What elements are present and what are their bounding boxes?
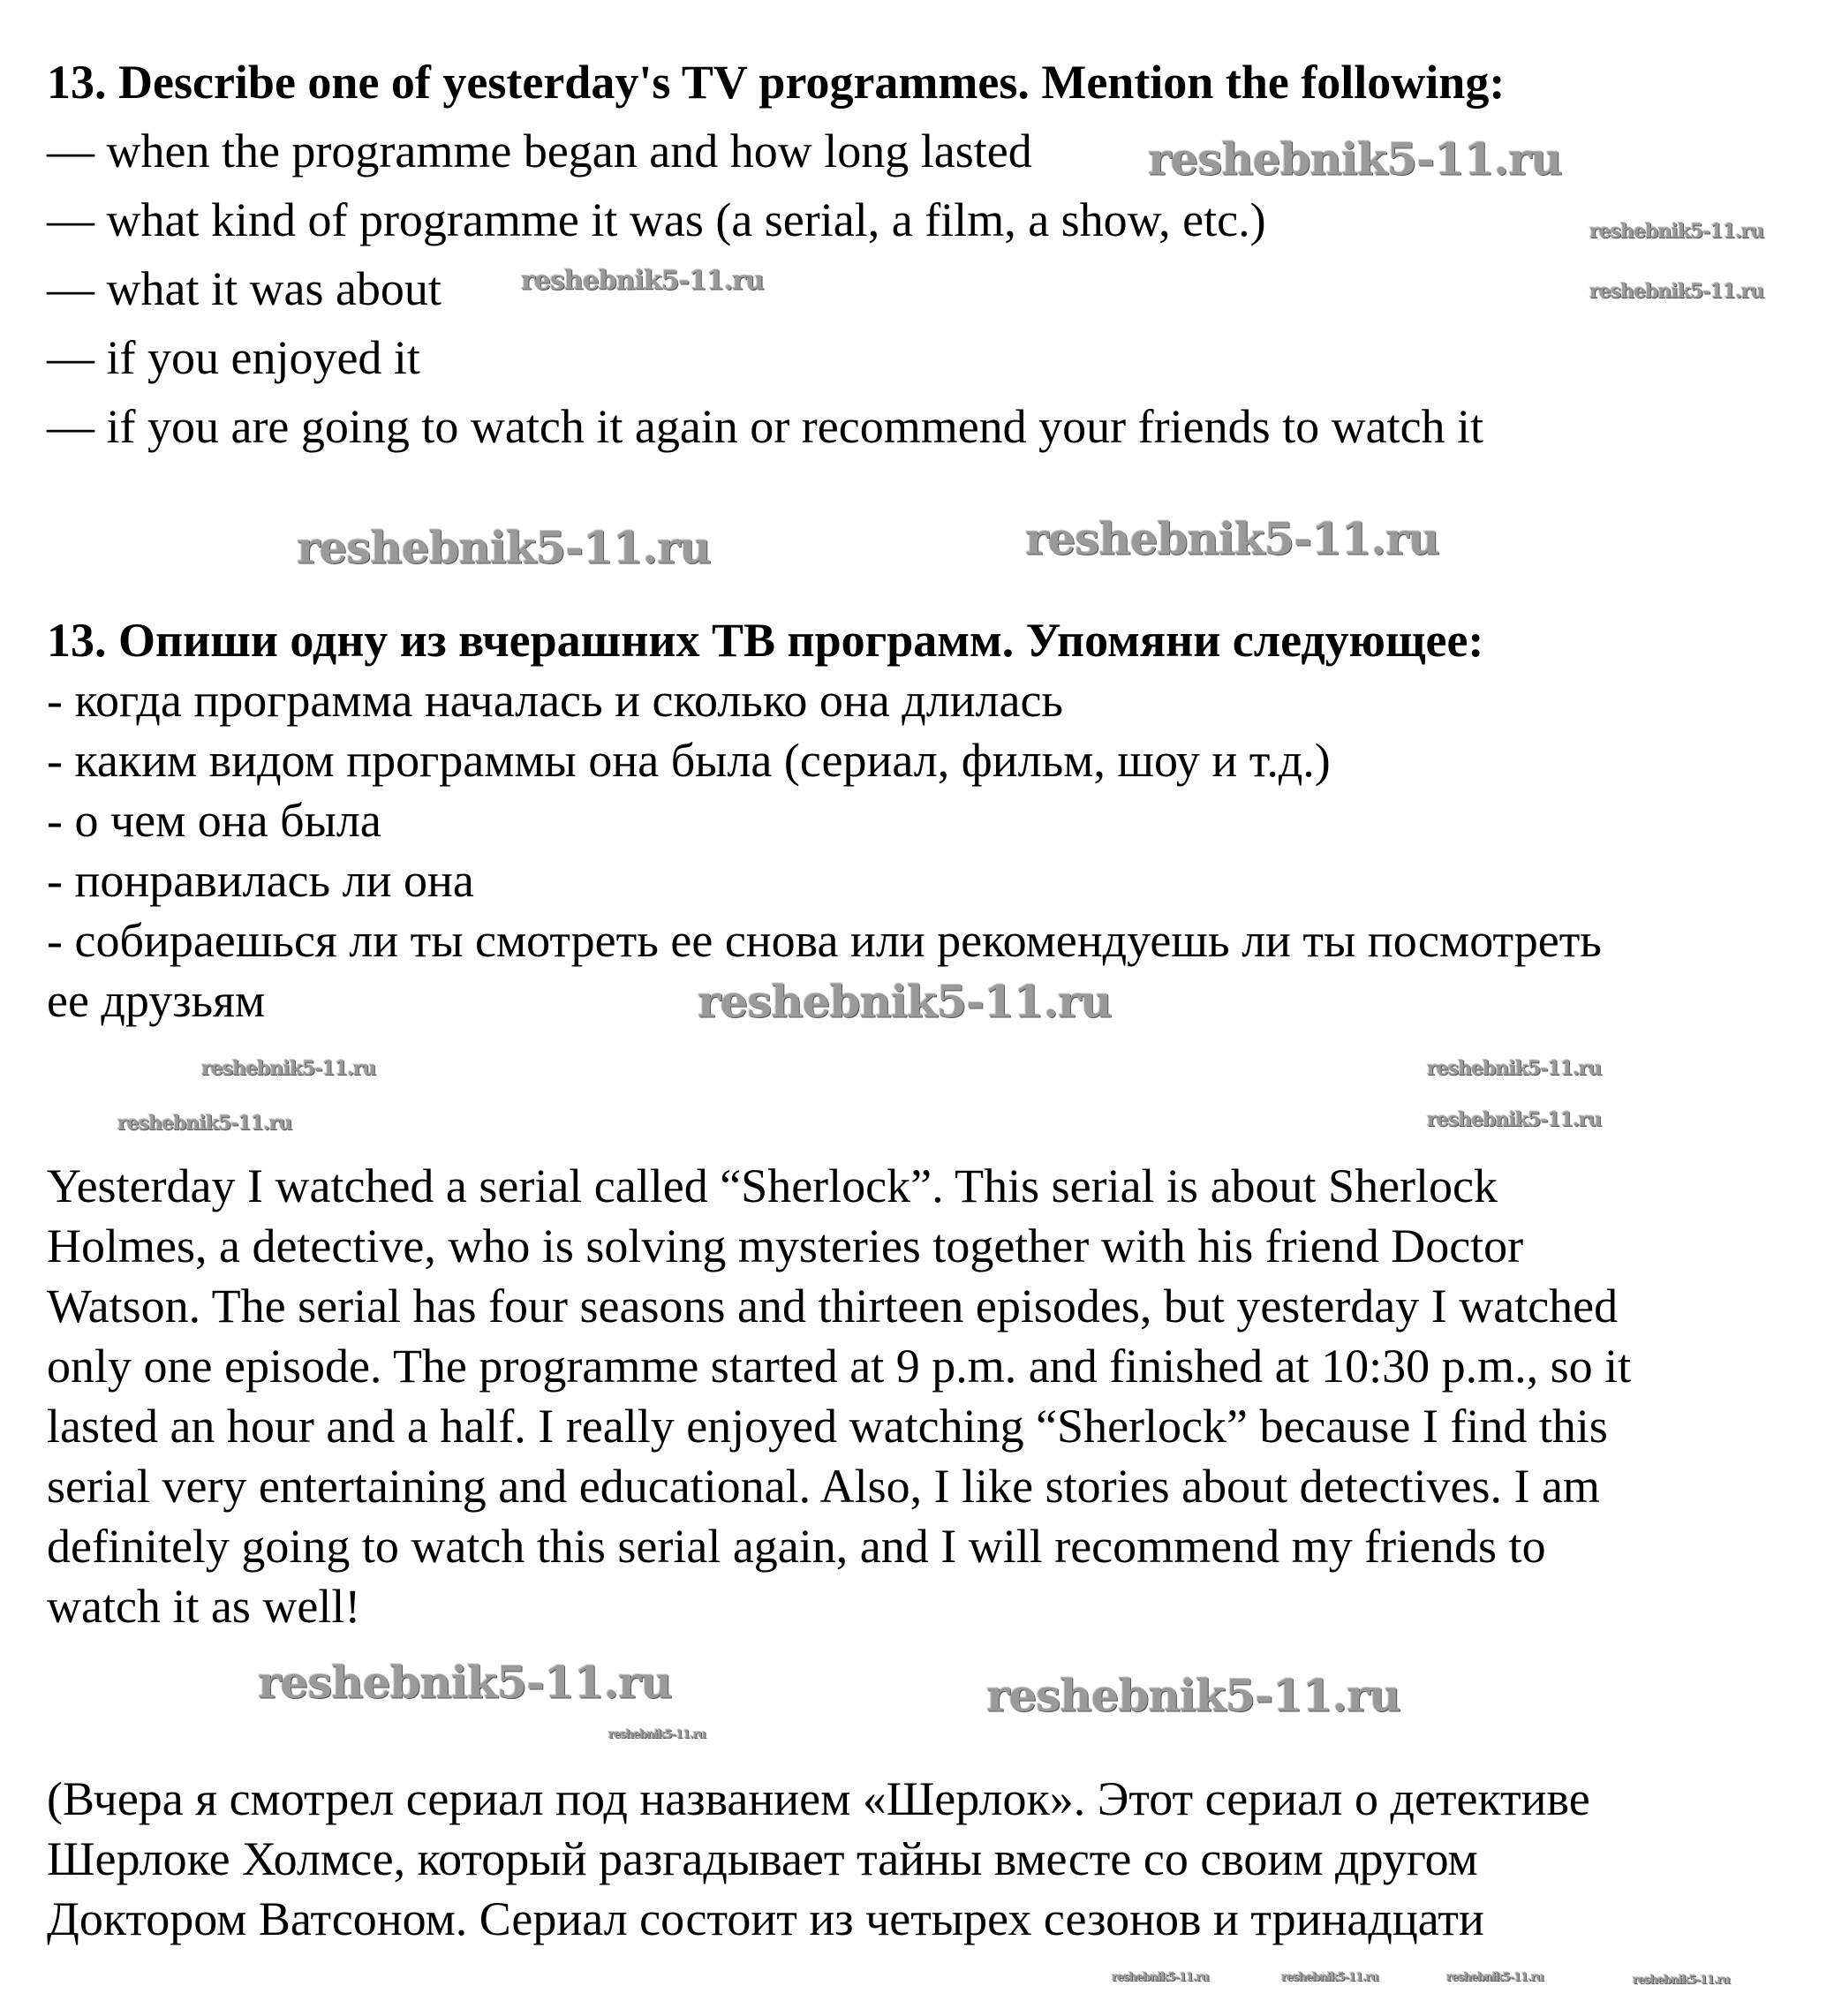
task-item: — if you are going to watch it again or recommend your friends to watch it — [47, 400, 1484, 453]
watermark: reshebnik5-11.ru — [1446, 1970, 1544, 1984]
task-item: - когда программа началась и сколько она длилась — [47, 674, 1064, 727]
watermark: reshebnik5-11.ru — [1427, 1107, 1602, 1131]
answer-line: definitely going to watch this serial again, and I will recommend my friends to — [47, 1520, 1546, 1573]
task-heading-en: 13. Describe one of yesterday's TV programmes. Mention the following: — [47, 56, 1506, 109]
watermark: reshebnik5-11.ru — [986, 1669, 1400, 1722]
task-russian — [47, 610, 1602, 1031]
watermark: reshebnik5-11.ru — [521, 265, 764, 297]
task-item: - собираешься ли ты смотреть ее снова или рекомендуешь ли ты посмотреть — [47, 914, 1602, 967]
answer-line: Watson. The serial has four seasons and thirteen episodes, but yesterday I watched — [47, 1280, 1619, 1333]
answer-line: serial very entertaining and educational. Also, I like stories about detectives. I am — [47, 1460, 1600, 1513]
answer-russian — [47, 1769, 1590, 1949]
answer-english — [47, 1156, 1631, 1636]
watermark: reshebnik5-11.ru — [297, 521, 711, 574]
answer-line: only one episode. The programme started at 9 p.m. and finished at 10:30 p.m., so it — [47, 1340, 1632, 1393]
task-item: — what it was about — [47, 262, 442, 315]
task-heading-ru: 13. Опиши одну из вчерашних ТВ программ. Упомяни следующее: — [47, 614, 1484, 667]
answer-line: Holmes, a detective, who is solving mysteries together with his friend Doctor — [47, 1219, 1524, 1272]
answer-line: lasted an hour and a half. I really enjoyed watching “Sherlock” because I find this — [47, 1400, 1608, 1453]
answer-line: Шерлоке Холмсе, который разгадывает тайны вместе со своим другом — [47, 1832, 1478, 1885]
watermark: reshebnik5-11.ru — [1112, 1970, 1210, 1984]
task-item: — if you enjoyed it — [47, 331, 420, 384]
answer-line: watch it as well! — [47, 1580, 361, 1633]
watermark: reshebnik5-11.ru — [698, 975, 1112, 1028]
watermark: reshebnik5-11.ru — [1633, 1973, 1731, 1987]
watermark: reshebnik5-11.ru — [117, 1111, 292, 1135]
answer-line: Yesterday I watched a serial called “Sherlock”. This serial is about Sherlock — [47, 1159, 1498, 1212]
watermark: reshebnik5-11.ru — [1589, 279, 1764, 303]
watermark: reshebnik5-11.ru — [258, 1656, 672, 1709]
task-item: - понравилась ли она — [47, 854, 474, 907]
task-item: — when the programme began and how long lasted — [47, 125, 1032, 177]
watermark: reshebnik5-11.ru — [1281, 1970, 1379, 1984]
task-item: - каким видом программы она была (сериал, фильм, шоу и т.д.) — [47, 734, 1331, 787]
watermark: reshebnik5-11.ru — [1025, 512, 1439, 565]
answer-line: (Вчера я смотрел сериал под названием «Шерлок». Этот сериал о детективе — [47, 1772, 1590, 1825]
watermark: reshebnik5-11.ru — [1427, 1056, 1602, 1080]
task-item: - о чем она была — [47, 794, 381, 847]
watermark: reshebnik5-11.ru — [1148, 132, 1562, 185]
watermark: reshebnik5-11.ru — [608, 1727, 706, 1741]
watermark: reshebnik5-11.ru — [201, 1056, 376, 1080]
answer-line: Доктором Ватсоном. Сериал состоит из четырех сезонов и тринадцати — [47, 1892, 1484, 1945]
task-item: ее друзьям — [47, 974, 266, 1027]
task-item: — what kind of programme it was (a serial, a film, a show, etc.) — [47, 193, 1266, 246]
task-english — [47, 48, 1505, 461]
watermark: reshebnik5-11.ru — [1589, 219, 1764, 243]
